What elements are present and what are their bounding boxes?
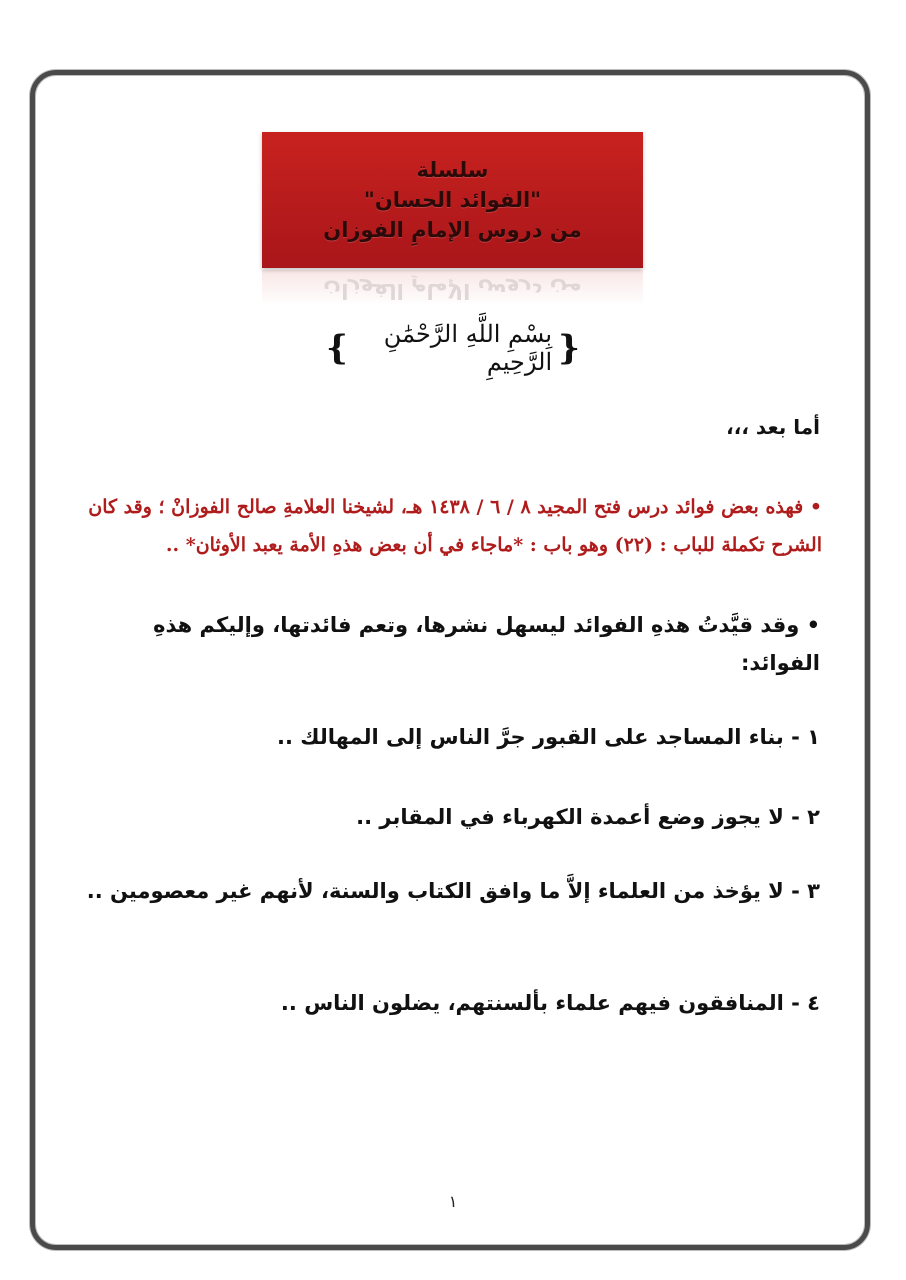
title-line-name: "الفوائد الحسان" xyxy=(363,188,542,212)
title-reflection-text: من دروس الإمامِ الفوزان xyxy=(323,279,582,303)
title-line-source: من دروس الإمامِ الفوزان xyxy=(323,218,582,242)
series-title-box xyxy=(262,132,643,268)
title-line-series: سلسلة xyxy=(416,158,489,182)
benefit-item-2: ٢ - لا يجوز وضع أعمدة الكهرباء في المقابر .. xyxy=(356,805,820,829)
intro-paragraph: • فهذه بعض فوائد درس فتح المجيد ٨ / ٦ / ١٤٣٨ هـ، لشيخنا العلامةِ صالح الفوزانْ ؛ وقد كان الشرح تكملة للباب : (٢٢) وهو باب : *ماجاء في أن بعض هذهِ الأمة يعبد الأوثان* .. xyxy=(88,496,822,556)
benefit-item-3: ٣ - لا يؤخذ من العلماء إلاَّ ما وافق الكتاب والسنة، لأنهم غير معصومين .. xyxy=(86,879,820,903)
greeting-heading: أما بعد ،،، xyxy=(726,415,820,439)
page-number: ١ xyxy=(448,1192,458,1211)
benefit-item-1: ١ - بناء المساجد على القبور جرَّ الناس إلى المهالك .. xyxy=(277,725,820,749)
preface-paragraph: • وقد قيَّدتُ هذهِ الفوائد ليسهل نشرها، وتعم فائدتها، وإليكم هذهِ الفوائد: xyxy=(153,613,820,675)
basmala-text: بِسْمِ اللَّهِ الرَّحْمَٰنِ الرَّحِيمِ xyxy=(383,320,553,376)
basmala xyxy=(320,320,586,376)
title-reflection xyxy=(262,270,643,306)
basmala-open-brace: { xyxy=(558,328,580,368)
basmala-close-brace: } xyxy=(326,328,348,368)
benefit-item-4: ٤ - المنافقون فيهم علماء بألسنتهم، يضلون الناس .. xyxy=(280,991,820,1015)
